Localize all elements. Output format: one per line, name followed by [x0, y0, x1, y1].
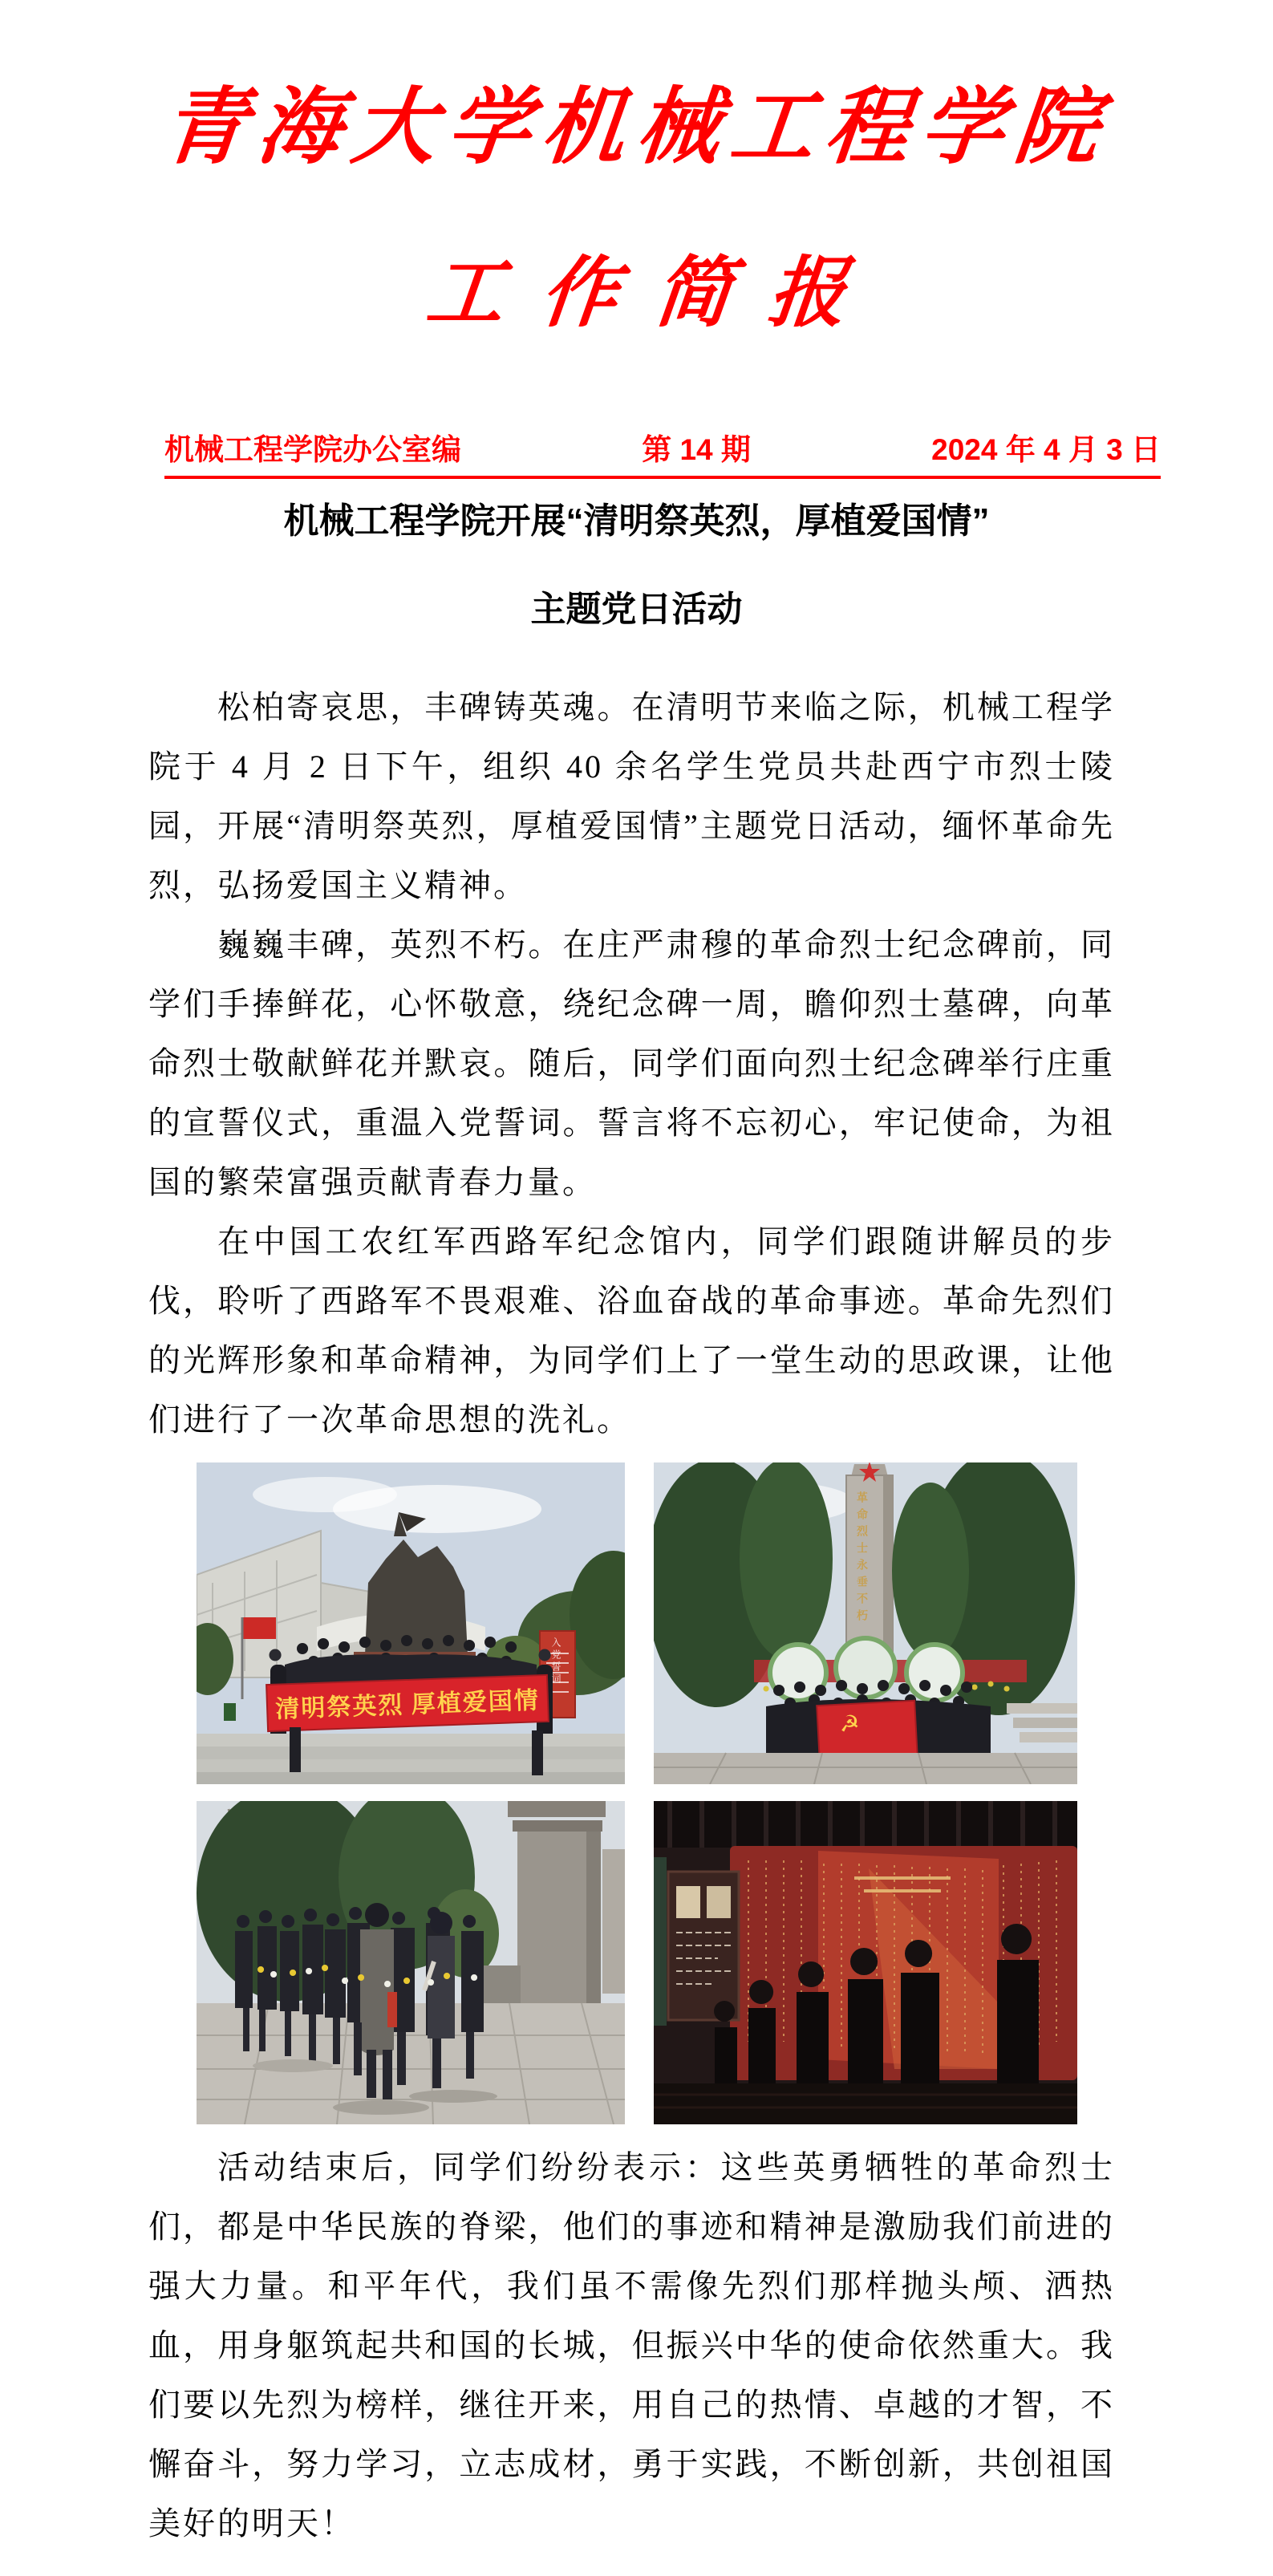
photo-memorial-hall-art	[654, 1801, 1077, 2124]
photo-monument-flag	[654, 1462, 1077, 1784]
article-body	[148, 678, 1115, 1450]
party-emblem-icon: ☭	[838, 1711, 861, 1738]
photo-statue-banner	[197, 1462, 625, 1784]
oath-sign-text: 入党誓词	[550, 1637, 561, 1686]
banner-text: 清明祭英烈 厚植爱国情	[274, 1687, 541, 1723]
photo-memorial-hall	[654, 1801, 1077, 2124]
photo-statue-banner-art	[197, 1462, 625, 1784]
photo-flower-queue	[197, 1801, 625, 2124]
article-title-line1: 机械工程学院开展“清明祭英烈，厚植爱国情”	[283, 501, 990, 541]
monument-inscription: 革命烈士永垂不朽	[856, 1491, 869, 1626]
photo-flower-queue-art	[197, 1801, 625, 2124]
body-paragraph-2: 巍巍丰碑，英烈不朽。在庄严肃穆的革命烈士纪念碑前，同学们手捧鲜花，心怀敬意，绕纪念碑一周，瞻仰烈士墓碑，向革命烈士敬献鲜花并默哀。随后，同学们面向烈士纪念碑举行庄重的宣誓仪式，重温入党誓词。誓言将不忘初心，牢记使命，为祖国的繁荣富强贡献青春力量。	[148, 927, 1115, 1200]
article-title	[0, 499, 1273, 632]
photo-grid	[197, 1462, 1077, 2124]
masthead-subtitle: 工作简报	[422, 247, 888, 338]
issue-editor: 机械工程学院办公室编	[164, 433, 461, 466]
banner	[266, 1675, 549, 1731]
body-paragraph-3: 在中国工农红军西路军纪念馆内，同学们跟随讲解员的步伐，聆听了西路军不畏艰难、浴血奋战的革命事迹。革命先烈们的光辉形象和革命精神，为同学们上了一堂生动的思政课，让他们进行了一次革命思想的洗礼。	[148, 1223, 1115, 1438]
body-paragraph-4: 活动结束后，同学们纷纷表示：这些英勇牺牲的革命烈士们，都是中华民族的脊梁，他们的事迹和精神是激励我们前进的强大力量。和平年代，我们虽不需像先烈们那样抛头颅、洒热血，用身躯筑起共和国的长城，但振兴中华的使命依然重大。我们要以先烈为榜样，继往开来，用自己的热情、卓越的才智，不懈奋斗，努力学习，立志成材，勇于实践，不断创新，共创祖国美好的明天！	[148, 2149, 1115, 2542]
body-paragraph-1: 松柏寄哀思，丰碑铸英魂。在清明节来临之际，机械工程学院于 4 月 2 日下午，组织 40 余名学生党员共赴西宁市烈士陵园，开展“清明祭英烈，厚植爱国情”主题党日活动，缅怀革命先烈，弘扬爱国主义精神。	[148, 689, 1115, 903]
article-body-closing	[148, 2138, 1115, 2554]
issue-info-row	[164, 430, 1161, 479]
issue-number: 第 14 期	[642, 433, 751, 466]
article-title-line2: 主题党日活动	[530, 590, 743, 629]
masthead-title: 青海大学机械工程学院	[158, 77, 1116, 176]
issue-date: 2024 年 4 月 3 日	[931, 433, 1161, 466]
